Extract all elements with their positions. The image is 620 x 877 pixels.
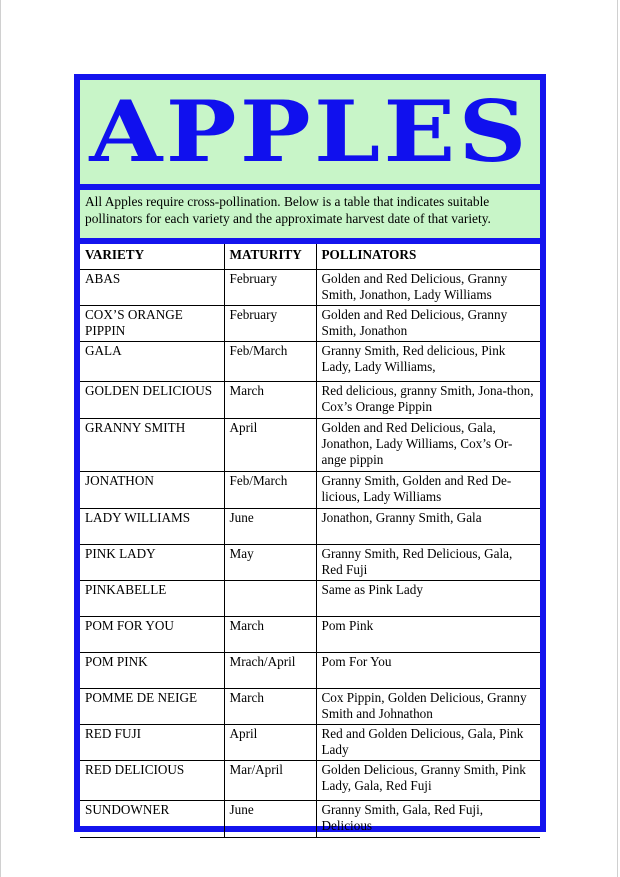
pollinators-cell: Golden and Red Delicious, Granny Smith, Jonathon — [316, 306, 540, 342]
table-row — [80, 801, 540, 838]
maturity-cell: Mrach/April — [224, 653, 316, 689]
maturity-cell: May — [224, 545, 316, 581]
table-row — [80, 419, 540, 472]
table-row — [80, 382, 540, 419]
table-row — [80, 472, 540, 509]
variety-cell: GALA — [80, 342, 224, 382]
variety-cell: POMME DE NEIGE — [80, 689, 224, 725]
table-row — [80, 509, 540, 545]
pollinators-cell: Golden Delicious, Granny Smith, Pink Lady, Gala, Red Fuji — [316, 761, 540, 801]
variety-cell: GOLDEN DELICIOUS — [80, 382, 224, 419]
variety-cell: PINKABELLE — [80, 581, 224, 617]
maturity-cell: Feb/March — [224, 472, 316, 509]
pollinators-cell: Cox Pippin, Golden Delicious, Granny Smith and Johnathon — [316, 689, 540, 725]
pollinators-cell: Pom For You — [316, 653, 540, 689]
maturity-cell: February — [224, 270, 316, 306]
pollinators-cell: Jonathon, Granny Smith, Gala — [316, 509, 540, 545]
variety-cell: GRANNY SMITH — [80, 419, 224, 472]
pollinators-cell: Same as Pink Lady — [316, 581, 540, 617]
table-row — [80, 270, 540, 306]
maturity-cell: March — [224, 617, 316, 653]
apple-table — [80, 244, 540, 838]
pollinators-cell: Pom Pink — [316, 617, 540, 653]
variety-cell: LADY WILLIAMS — [80, 509, 224, 545]
pollinators-cell: Golden and Red Delicious, Gala, Jonathon, Lady Williams, Cox’s Or-ange pippin — [316, 419, 540, 472]
variety-cell: JONATHON — [80, 472, 224, 509]
pollinators-cell: Granny Smith, Golden and Red De-licious, Lady Williams — [316, 472, 540, 509]
table-container — [80, 244, 540, 833]
variety-cell: PINK LADY — [80, 545, 224, 581]
table-row — [80, 653, 540, 689]
variety-cell: COX’S ORANGE PIPPIN — [80, 306, 224, 342]
table-row — [80, 342, 540, 382]
poster-frame — [74, 74, 546, 832]
maturity-cell: April — [224, 419, 316, 472]
maturity-cell: June — [224, 801, 316, 838]
variety-cell: RED DELICIOUS — [80, 761, 224, 801]
header-variety: VARIETY — [80, 244, 224, 270]
table-row — [80, 761, 540, 801]
pollinators-cell: Red and Golden Delicious, Gala, Pink Lady — [316, 725, 540, 761]
variety-cell: RED FUJI — [80, 725, 224, 761]
pollinators-cell: Red delicious, granny Smith, Jona-thon, Cox’s Orange Pippin — [316, 382, 540, 419]
table-row — [80, 725, 540, 761]
page-title: APPLES — [89, 82, 531, 181]
table-row — [80, 306, 540, 342]
table-row — [80, 545, 540, 581]
variety-cell: ABAS — [80, 270, 224, 306]
title-banner — [80, 80, 540, 184]
maturity-cell: April — [224, 725, 316, 761]
variety-cell: POM PINK — [80, 653, 224, 689]
pollinators-cell: Granny Smith, Red Delicious, Gala, Red Fuji — [316, 545, 540, 581]
table-row — [80, 689, 540, 725]
intro-text: All Apples require cross-pollination. Below is a table that indicates suitable pollinators for each variety and the approximate harvest date of that variety. — [80, 190, 540, 238]
maturity-cell: March — [224, 382, 316, 419]
pollinators-cell: Granny Smith, Red delicious, Pink Lady, Lady Williams, — [316, 342, 540, 382]
variety-cell: SUNDOWNER — [80, 801, 224, 838]
table-row — [80, 581, 540, 617]
maturity-cell: Mar/April — [224, 761, 316, 801]
maturity-cell — [224, 581, 316, 617]
header-maturity: MATURITY — [224, 244, 316, 270]
maturity-cell: March — [224, 689, 316, 725]
table-header-row — [80, 244, 540, 270]
pollinators-cell: Granny Smith, Gala, Red Fuji, Delicious — [316, 801, 540, 838]
variety-cell: POM FOR YOU — [80, 617, 224, 653]
maturity-cell: February — [224, 306, 316, 342]
pollinators-cell: Golden and Red Delicious, Granny Smith, Jonathon, Lady Williams — [316, 270, 540, 306]
header-pollinators: POLLINATORS — [316, 244, 540, 270]
maturity-cell: Feb/March — [224, 342, 316, 382]
maturity-cell: June — [224, 509, 316, 545]
table-row — [80, 617, 540, 653]
